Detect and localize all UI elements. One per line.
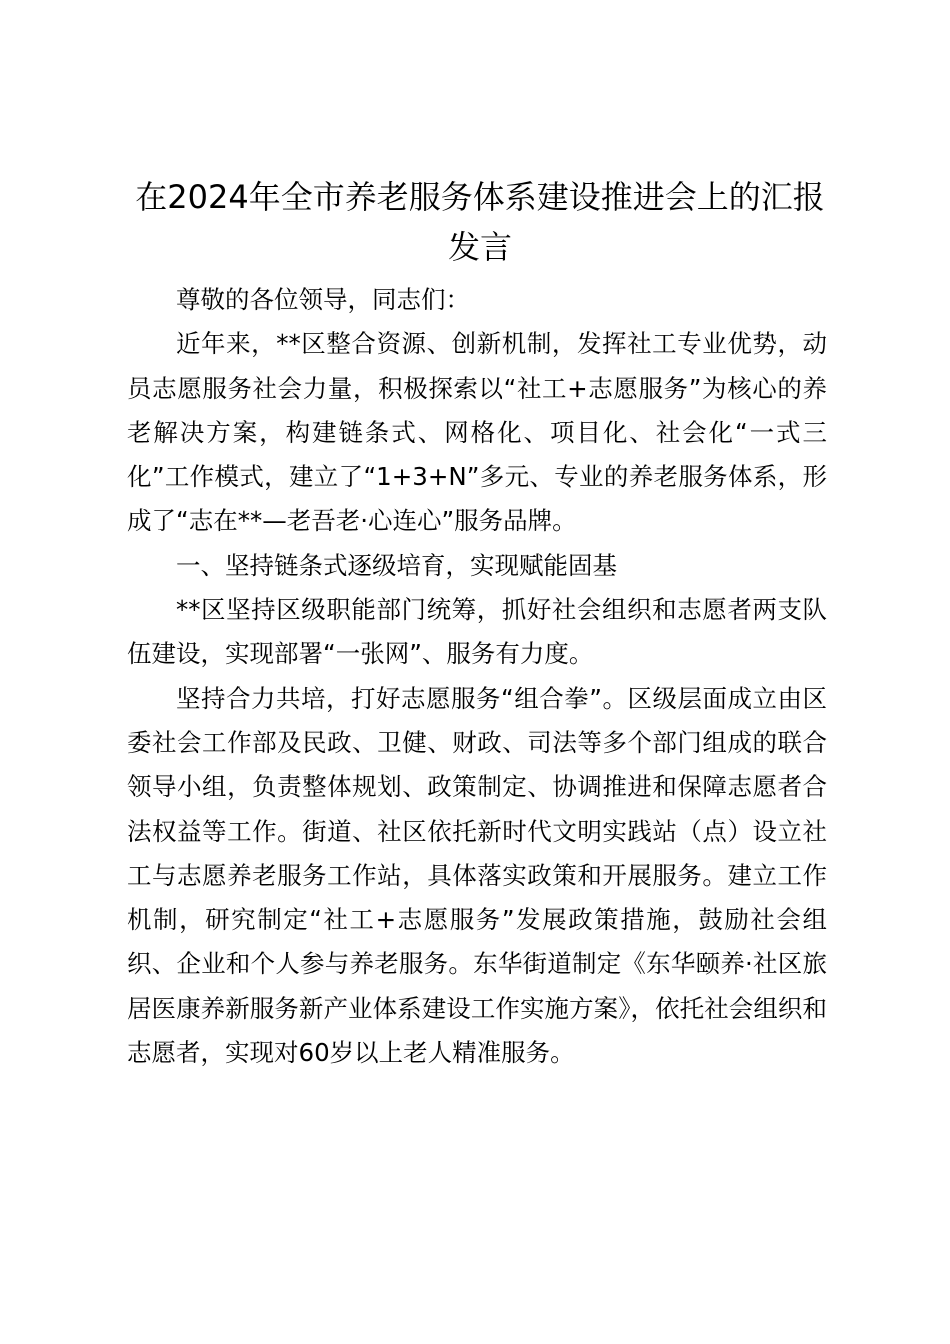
paragraph-section-summary: **区坚持区级职能部门统筹，抓好社会组织和志愿者两支队伍建设，实现部署“一张网”、服务有力度。 — [127, 595, 827, 669]
paragraph-intro: 近年来，**区整合资源、创新机制，发挥社工专业优势，动员志愿服务社会力量，积极探索以“社工+志愿服务”为核心的养老解决方案，构建链条式、网格化、项目化、社会化“一式三化”工作模式，建立了“1+3+N”多元、专业的养老服务体系，形成了“志在**—老吾老·心连心”服务品牌。 — [127, 329, 827, 536]
paragraph-joint-cultivation: 坚持合力共培，打好志愿服务“组合拳”。区级层面成立由区委社会工作部及民政、卫健、财政、司法等多个部门组成的联合领导小组，负责整体规划、政策制定、协调推进和保障志愿者合法权益等工作。街道、社区依托新时代文明实践站（点）设立社工与志愿养老服务工作站，具体落实政策和开展服务。建立工作机制，研究制定“社工+志愿服务”发展政策措施，鼓励社会组织、企业和个人参与养老服务。东华街道制定《东华颐养·社区旅居医康养新服务新产业体系建设工作实施方案》，依托社会组织和志愿者，实现对60岁以上老人精准服务。 — [127, 683, 827, 1068]
section-heading: 一、坚持链条式逐级培育，实现赋能固基 — [176, 550, 617, 580]
document-body — [127, 278, 827, 1075]
document-title: 在2024年全市养老服务体系建设推进会上的汇报发言 — [135, 178, 825, 266]
salutation: 尊敬的各位领导，同志们： — [176, 285, 470, 314]
